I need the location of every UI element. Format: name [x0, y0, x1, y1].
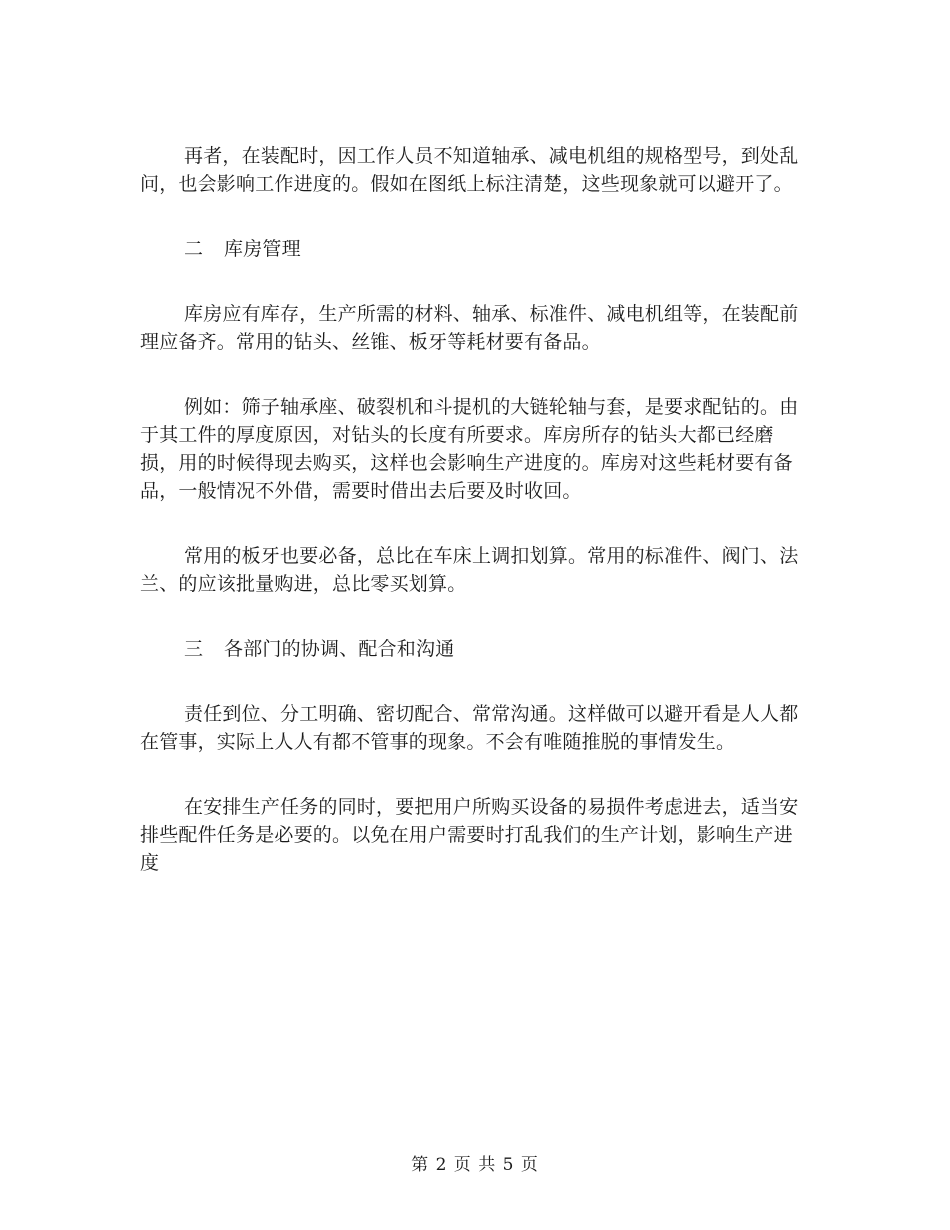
section-title: 库房管理: [224, 238, 301, 260]
section-heading-coordination: [140, 635, 808, 663]
section-heading-warehouse: [140, 235, 808, 263]
section-number: 三: [184, 638, 204, 660]
paragraph-spare-parts: 在安排生产任务的同时，要把用户所购买设备的易损件考虑进去，适当安排些配件任务是必要的。以免在用户需要时打乱我们的生产计划，影响生产进度: [140, 796, 799, 874]
page-number-footer: 第 2 页 共 5 页: [411, 1155, 539, 1175]
paragraph-warehouse-stock: 库房应有库存，生产所需的材料、轴承、标准件、减电机组等，在装配前理应备齐。常用的钻头、丝锥、板牙等耗材要有备品。: [140, 303, 799, 353]
document-body: [140, 142, 808, 914]
section-number: 二: [184, 238, 204, 260]
paragraph-drill-example: 例如：筛子轴承座、破裂机和斗提机的大链轮轴与套，是要求配钻的。由于其工件的厚度原因，对钻头的长度有所要求。库房所存的钻头大都已经磨损，用的时候得现去购买，这样也会影响生产进度的。库房对这些耗材要有备品，一般情况不外借，需要时借出去后要及时收回。: [140, 396, 799, 502]
paragraph-bulk-purchase: 常用的板牙也要必备，总比在车床上调扣划算。常用的标准件、阀门、法兰、的应该批量购进，总比零买划算。: [140, 545, 799, 595]
section-title: 各部门的协调、配合和沟通: [224, 638, 455, 660]
paragraph-responsibility: 责任到位、分工明确、密切配合、常常沟通。这样做可以避开看是人人都在管事，实际上人人有都不管事的现象。不会有唯随推脱的事情发生。: [140, 703, 799, 753]
paragraph-assembly-specs: 再者，在装配时，因工作人员不知道轴承、减电机组的规格型号，到处乱问，也会影响工作进度的。假如在图纸上标注清楚，这些现象就可以避开了。: [140, 145, 799, 195]
